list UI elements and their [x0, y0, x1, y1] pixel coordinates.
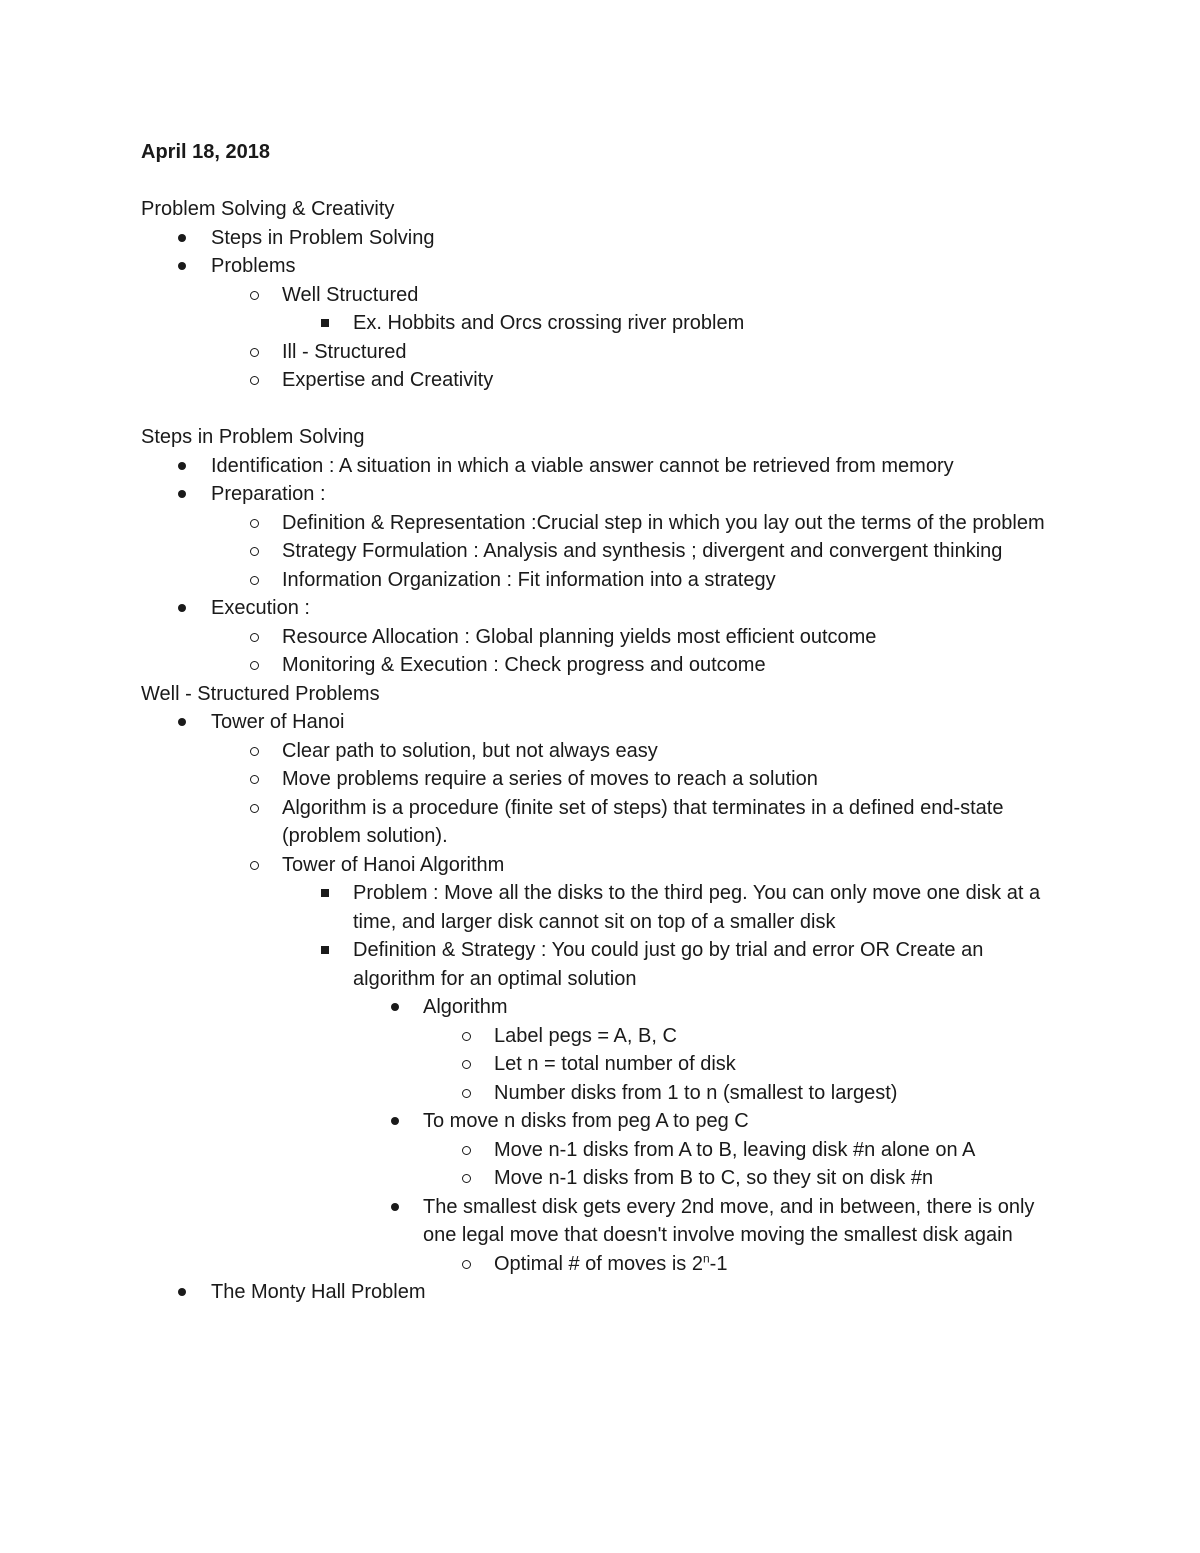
list-item-label: Problem : Move all the disks to the third peg. You can only move one disk at a time, and larger disk cannot sit on top of a smaller disk — [353, 882, 1041, 933]
list-item — [141, 765, 1061, 794]
bullet-circle-icon — [462, 1146, 471, 1155]
list-item — [141, 708, 1061, 737]
list-item-text — [494, 1136, 1061, 1165]
superscript: n — [702, 1250, 710, 1265]
list-item-label: The Monty Hall Problem — [211, 1281, 426, 1303]
list-item — [141, 509, 1061, 538]
list-item-label: Well Structured — [282, 283, 419, 306]
list-item — [141, 993, 1061, 1022]
list-item-label: Move n-1 disks from B to C, so they sit on disk #n — [494, 1167, 934, 1189]
section1-list — [141, 224, 1061, 395]
list-item — [141, 1107, 1061, 1136]
list-item-label: Definition & Representation :Crucial step in which you lay out the terms of the problem — [282, 511, 1045, 534]
bullet-disc-icon — [178, 1288, 186, 1296]
list-item — [141, 936, 1061, 993]
document-date: April 18, 2018 — [141, 141, 270, 163]
list-item-label: Tower of Hanoi Algorithm — [282, 853, 505, 876]
list-item-text — [282, 851, 1061, 880]
bullet-circle-icon — [250, 576, 259, 585]
list-item-label: Execution : — [211, 597, 310, 619]
list-item-text — [282, 366, 1061, 395]
list-item — [141, 1250, 1061, 1279]
list-item-label: Move problems require a series of moves to reach a solution — [282, 768, 818, 790]
list-item — [141, 851, 1061, 880]
list-item-label: Ex. Hobbits and Orcs crossing river problem — [353, 312, 745, 334]
list-item-text — [494, 1022, 1061, 1051]
list-item-label: Information Organization : Fit information into a strategy — [282, 568, 776, 591]
list-item-text — [282, 509, 1061, 538]
bullet-circle-icon — [250, 519, 259, 528]
list-item-label: The smallest disk gets every 2nd move, and in between, there is only one legal move that doesn't involve moving the smallest disk again — [423, 1195, 1035, 1246]
list-item — [141, 1164, 1061, 1193]
list-item — [141, 566, 1061, 595]
list-item-text — [282, 537, 1061, 566]
bullet-disc-icon — [391, 1003, 399, 1011]
list-item-suffix: -1 — [709, 1252, 728, 1275]
list-item-text — [211, 1278, 1061, 1307]
list-item — [141, 537, 1061, 566]
list-item-label: Optimal # of moves is 2 — [494, 1252, 703, 1275]
list-item-label: Ill - Structured — [282, 340, 407, 363]
bullet-circle-icon — [250, 291, 259, 300]
list-item — [141, 879, 1061, 936]
list-item-text — [282, 281, 1061, 310]
bullet-circle-icon — [462, 1174, 471, 1183]
bullet-square-icon — [321, 946, 329, 954]
list-item-label: Preparation : — [211, 483, 326, 505]
list-item-label: To move n disks from peg A to peg C — [423, 1110, 749, 1132]
list-item — [141, 338, 1061, 367]
list-item — [141, 1193, 1061, 1250]
list-item-text — [282, 765, 1061, 794]
bullet-circle-icon — [250, 861, 259, 870]
list-item-text — [353, 936, 1061, 993]
bullet-disc-icon — [178, 604, 186, 612]
bullet-disc-icon — [391, 1203, 399, 1211]
list-item-text — [282, 794, 1061, 851]
section-heading-well-structured-problems: Well - Structured Problems — [141, 682, 380, 705]
list-item-label: Identification : A situation in which a viable answer cannot be retrieved from memory — [211, 454, 954, 477]
bullet-circle-icon — [250, 747, 259, 756]
list-item — [141, 1079, 1061, 1108]
list-item-text — [423, 993, 1061, 1022]
bullet-disc-icon — [178, 718, 186, 726]
list-item — [141, 480, 1061, 509]
list-item-label: Problems — [211, 255, 296, 277]
bullet-circle-icon — [250, 633, 259, 642]
list-item-text — [211, 480, 1061, 509]
list-item — [141, 651, 1061, 680]
bullet-circle-icon — [462, 1089, 471, 1098]
list-item-text — [282, 737, 1061, 766]
list-item — [141, 1050, 1061, 1079]
bullet-circle-icon — [462, 1260, 471, 1269]
list-item-label: Clear path to solution, but not always easy — [282, 739, 658, 762]
list-item-label: Label pegs = A, B, C — [494, 1024, 677, 1047]
list-item-text — [423, 1107, 1061, 1136]
bullet-circle-icon — [250, 775, 259, 784]
list-item-label: Let n = total number of disk — [494, 1053, 736, 1075]
bullet-disc-icon — [178, 262, 186, 270]
list-item-text — [494, 1079, 1061, 1108]
list-item-label: Expertise and Creativity — [282, 369, 494, 391]
bullet-circle-icon — [250, 661, 259, 670]
list-item-label: Number disks from 1 to n (smallest to largest) — [494, 1081, 898, 1104]
list-item — [141, 366, 1061, 395]
list-item-text — [211, 452, 1061, 481]
list-item-text — [353, 309, 1061, 338]
list-item — [141, 452, 1061, 481]
list-item — [141, 594, 1061, 623]
bullet-circle-icon — [462, 1032, 471, 1041]
list-item — [141, 794, 1061, 851]
list-item — [141, 252, 1061, 281]
list-item — [141, 737, 1061, 766]
list-item-text — [211, 252, 1061, 281]
bullet-circle-icon — [462, 1060, 471, 1069]
bullet-disc-icon — [178, 234, 186, 242]
list-item-text — [494, 1050, 1061, 1079]
bullet-circle-icon — [250, 547, 259, 556]
document-page — [141, 138, 1061, 1307]
list-item-label: Monitoring & Execution : Check progress and outcome — [282, 654, 766, 676]
bullet-square-icon — [321, 319, 329, 327]
list-item — [141, 224, 1061, 253]
list-item-text — [282, 623, 1061, 652]
blank-line — [141, 167, 1061, 196]
bullet-disc-icon — [178, 462, 186, 470]
bullet-circle-icon — [250, 348, 259, 357]
list-item-text — [211, 224, 1061, 253]
list-item — [141, 623, 1061, 652]
list-item-label: Move n-1 disks from A to B, leaving disk #n alone on A — [494, 1138, 976, 1161]
section-heading-steps-in-problem-solving: Steps in Problem Solving — [141, 426, 365, 448]
list-item-text — [211, 594, 1061, 623]
bullet-circle-icon — [250, 804, 259, 813]
list-item-label: Tower of Hanoi — [211, 711, 345, 733]
bullet-disc-icon — [391, 1117, 399, 1125]
list-item-label: Steps in Problem Solving — [211, 226, 435, 249]
list-item-label: Definition & Strategy : You could just go by trial and error OR Create an algorithm for an optimal solution — [353, 939, 984, 990]
list-item-text — [282, 651, 1061, 680]
list-item-label: Algorithm — [423, 996, 508, 1018]
list-item-text — [282, 566, 1061, 595]
list-item-text — [211, 708, 1061, 737]
section-heading-problem-solving-creativity: Problem Solving & Creativity — [141, 198, 395, 220]
list-item-text — [494, 1164, 1061, 1193]
list-item — [141, 1022, 1061, 1051]
list-item — [141, 1136, 1061, 1165]
list-item-text — [423, 1193, 1061, 1250]
list-item-label: Resource Allocation : Global planning yields most efficient outcome — [282, 625, 877, 648]
bullet-square-icon — [321, 889, 329, 897]
section2-list — [141, 452, 1061, 680]
bullet-circle-icon — [250, 376, 259, 385]
list-item — [141, 281, 1061, 310]
list-item — [141, 1278, 1061, 1307]
list-item-text — [282, 338, 1061, 367]
list-item-label: Algorithm is a procedure (finite set of steps) that terminates in a defined end-state (problem solution). — [282, 796, 1004, 847]
list-item-text — [353, 879, 1061, 936]
list-item-text — [494, 1250, 1061, 1279]
list-item — [141, 309, 1061, 338]
bullet-disc-icon — [178, 490, 186, 498]
section3-list — [141, 708, 1061, 1307]
blank-line — [141, 395, 1061, 424]
list-item-label: Strategy Formulation : Analysis and synthesis ; divergent and convergent thinking — [282, 540, 1003, 562]
